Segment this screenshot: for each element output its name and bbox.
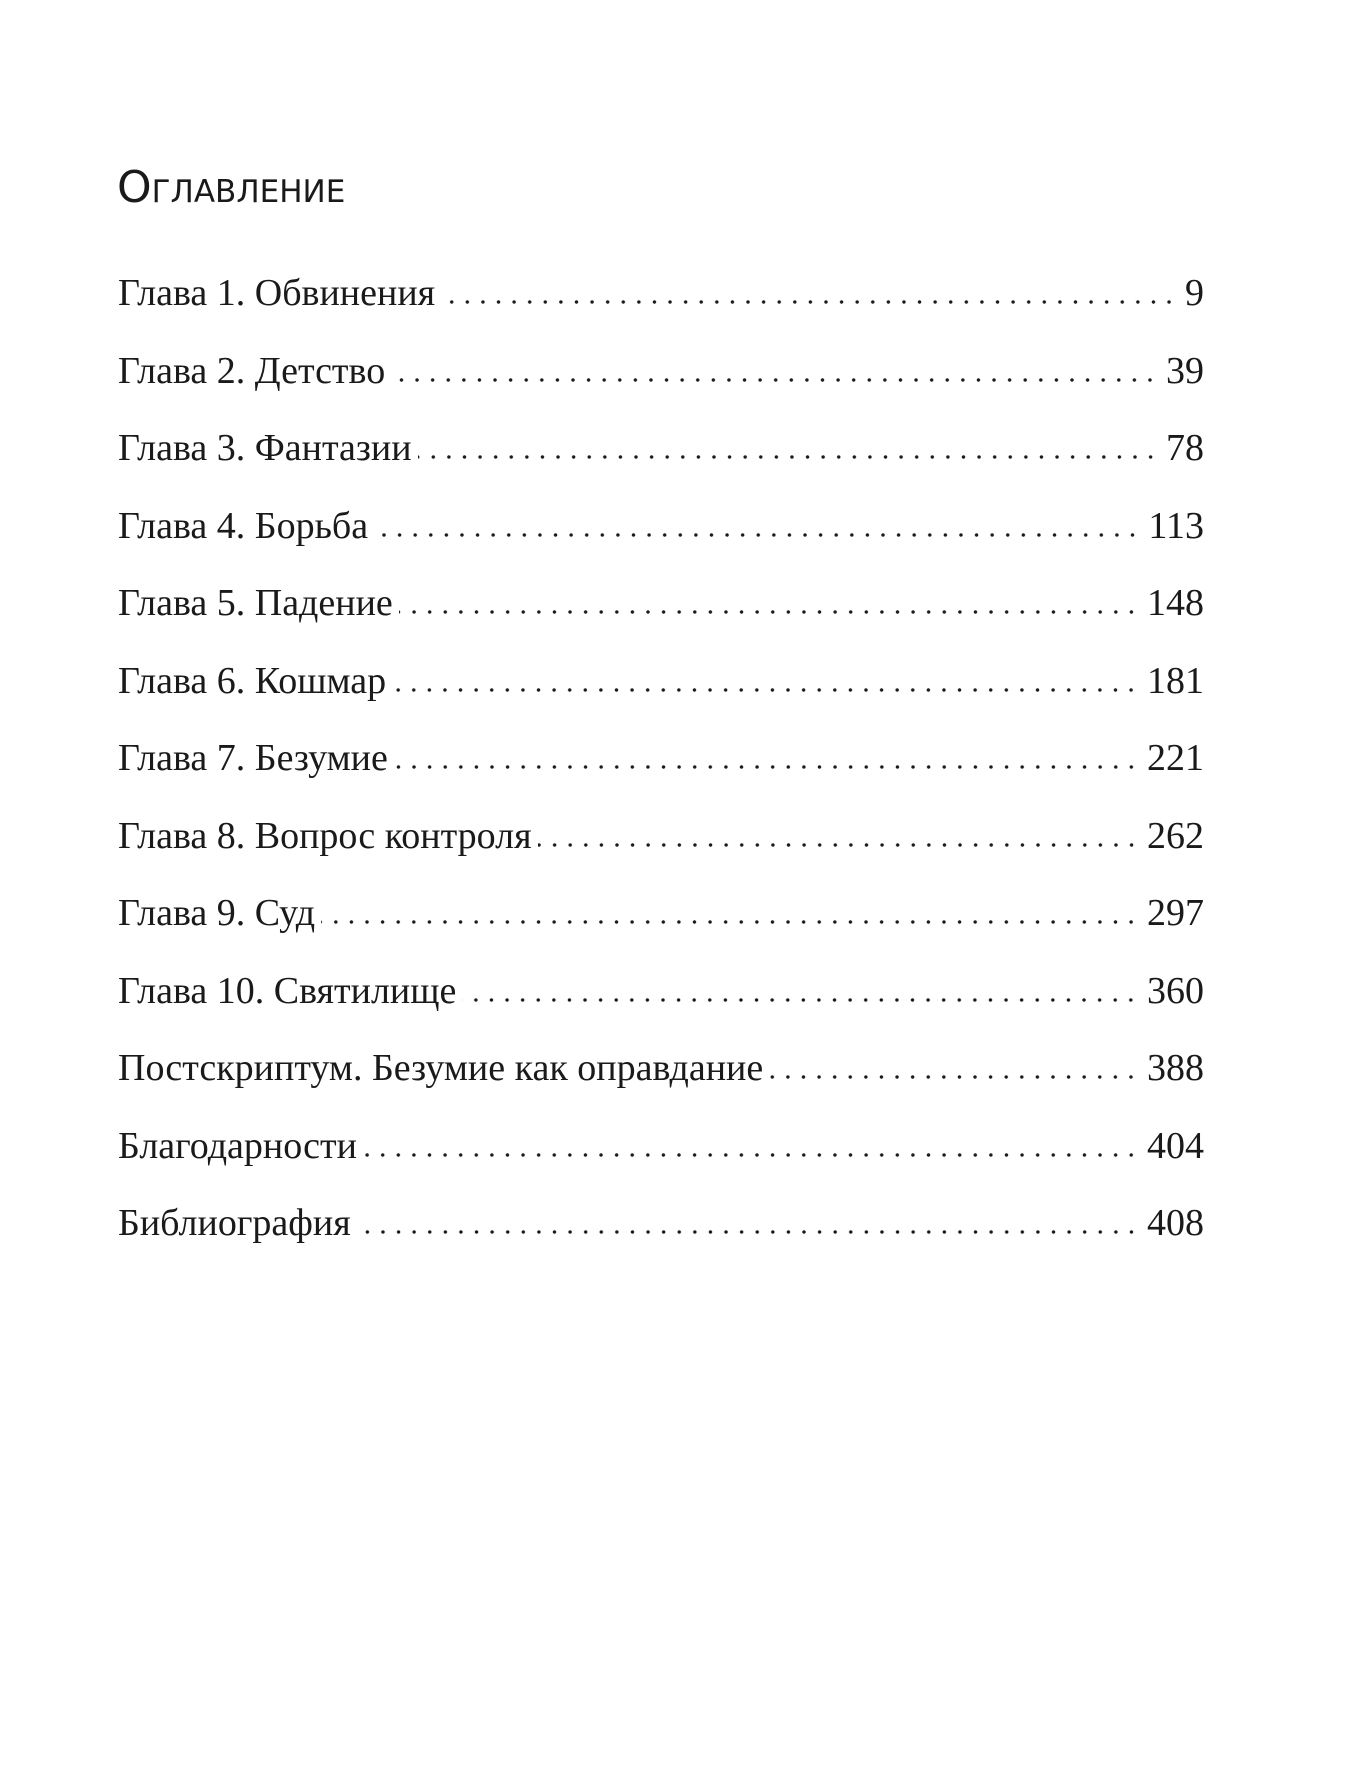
toc-entry[interactable] [118, 969, 1204, 1050]
toc-entry-page: 9 [1185, 272, 1204, 314]
toc-entry-title: Глава 5. Падение [118, 582, 393, 624]
toc-entry-title: Глава 8. Вопрос контроля [118, 814, 532, 857]
toc-entry-title: Глава 1. Обвинения [118, 272, 436, 314]
toc-entry[interactable] [118, 659, 1204, 740]
dot-leader [392, 688, 1139, 692]
toc-entry-title: Глава 6. Кошмар [118, 659, 387, 702]
dot-leader [462, 998, 1139, 1002]
toc-entry-page: 297 [1147, 892, 1204, 934]
toc-entry[interactable] [118, 894, 1204, 972]
toc-entry-page: 262 [1147, 814, 1204, 857]
toc-entry-page: 113 [1148, 504, 1204, 547]
toc-entry[interactable] [118, 274, 1204, 352]
toc-entry[interactable] [118, 1124, 1204, 1205]
toc-entry-title: Постскриптум. Безумие как оправдание [118, 1047, 764, 1089]
toc-entry-title: Глава 3. Фантазии [118, 427, 412, 469]
toc-entry-title: Благодарности [118, 1124, 357, 1167]
toc-entry-page: 221 [1147, 737, 1204, 779]
toc-entry-page: 360 [1147, 969, 1204, 1012]
toc-entry[interactable] [118, 349, 1204, 430]
toc-entry-title: Глава 2. Детство [118, 349, 386, 392]
toc-entry-page: 78 [1166, 427, 1204, 469]
toc-entry[interactable] [118, 739, 1204, 817]
dot-leader [363, 1153, 1139, 1157]
toc-entry-page: 408 [1147, 1202, 1204, 1244]
toc-entry-title: Библиография [118, 1202, 351, 1244]
toc-entry[interactable] [118, 504, 1204, 585]
toc-entry-title: Глава 4. Борьба [118, 504, 369, 547]
table-of-contents [118, 274, 1204, 1282]
toc-entry-title: Глава 10. Святилище [118, 969, 457, 1012]
toc-entry-page: 39 [1166, 349, 1204, 392]
toc-entry-title: Глава 7. Безумие [118, 737, 388, 779]
toc-entry-page: 181 [1147, 659, 1204, 702]
toc-entry-page: 148 [1147, 582, 1204, 624]
toc-entry-page: 388 [1147, 1047, 1204, 1089]
dot-leader [769, 1075, 1139, 1079]
dot-leader [391, 378, 1158, 382]
dot-leader [418, 455, 1158, 459]
dot-leader [374, 533, 1140, 537]
toc-entry[interactable] [118, 429, 1204, 507]
toc-entry[interactable] [118, 584, 1204, 662]
dot-leader [394, 765, 1139, 769]
dot-leader [321, 920, 1139, 924]
toc-entry[interactable] [118, 814, 1204, 895]
page-title: Оглавление [117, 162, 346, 213]
toc-entry-title: Глава 9. Суд [118, 892, 316, 934]
toc-entry[interactable] [118, 1049, 1204, 1127]
toc-entry-page: 404 [1147, 1124, 1204, 1167]
dot-leader [399, 610, 1139, 614]
dot-leader [357, 1230, 1139, 1234]
dot-leader [538, 843, 1139, 847]
toc-entry[interactable] [118, 1204, 1204, 1282]
dot-leader [441, 300, 1177, 304]
